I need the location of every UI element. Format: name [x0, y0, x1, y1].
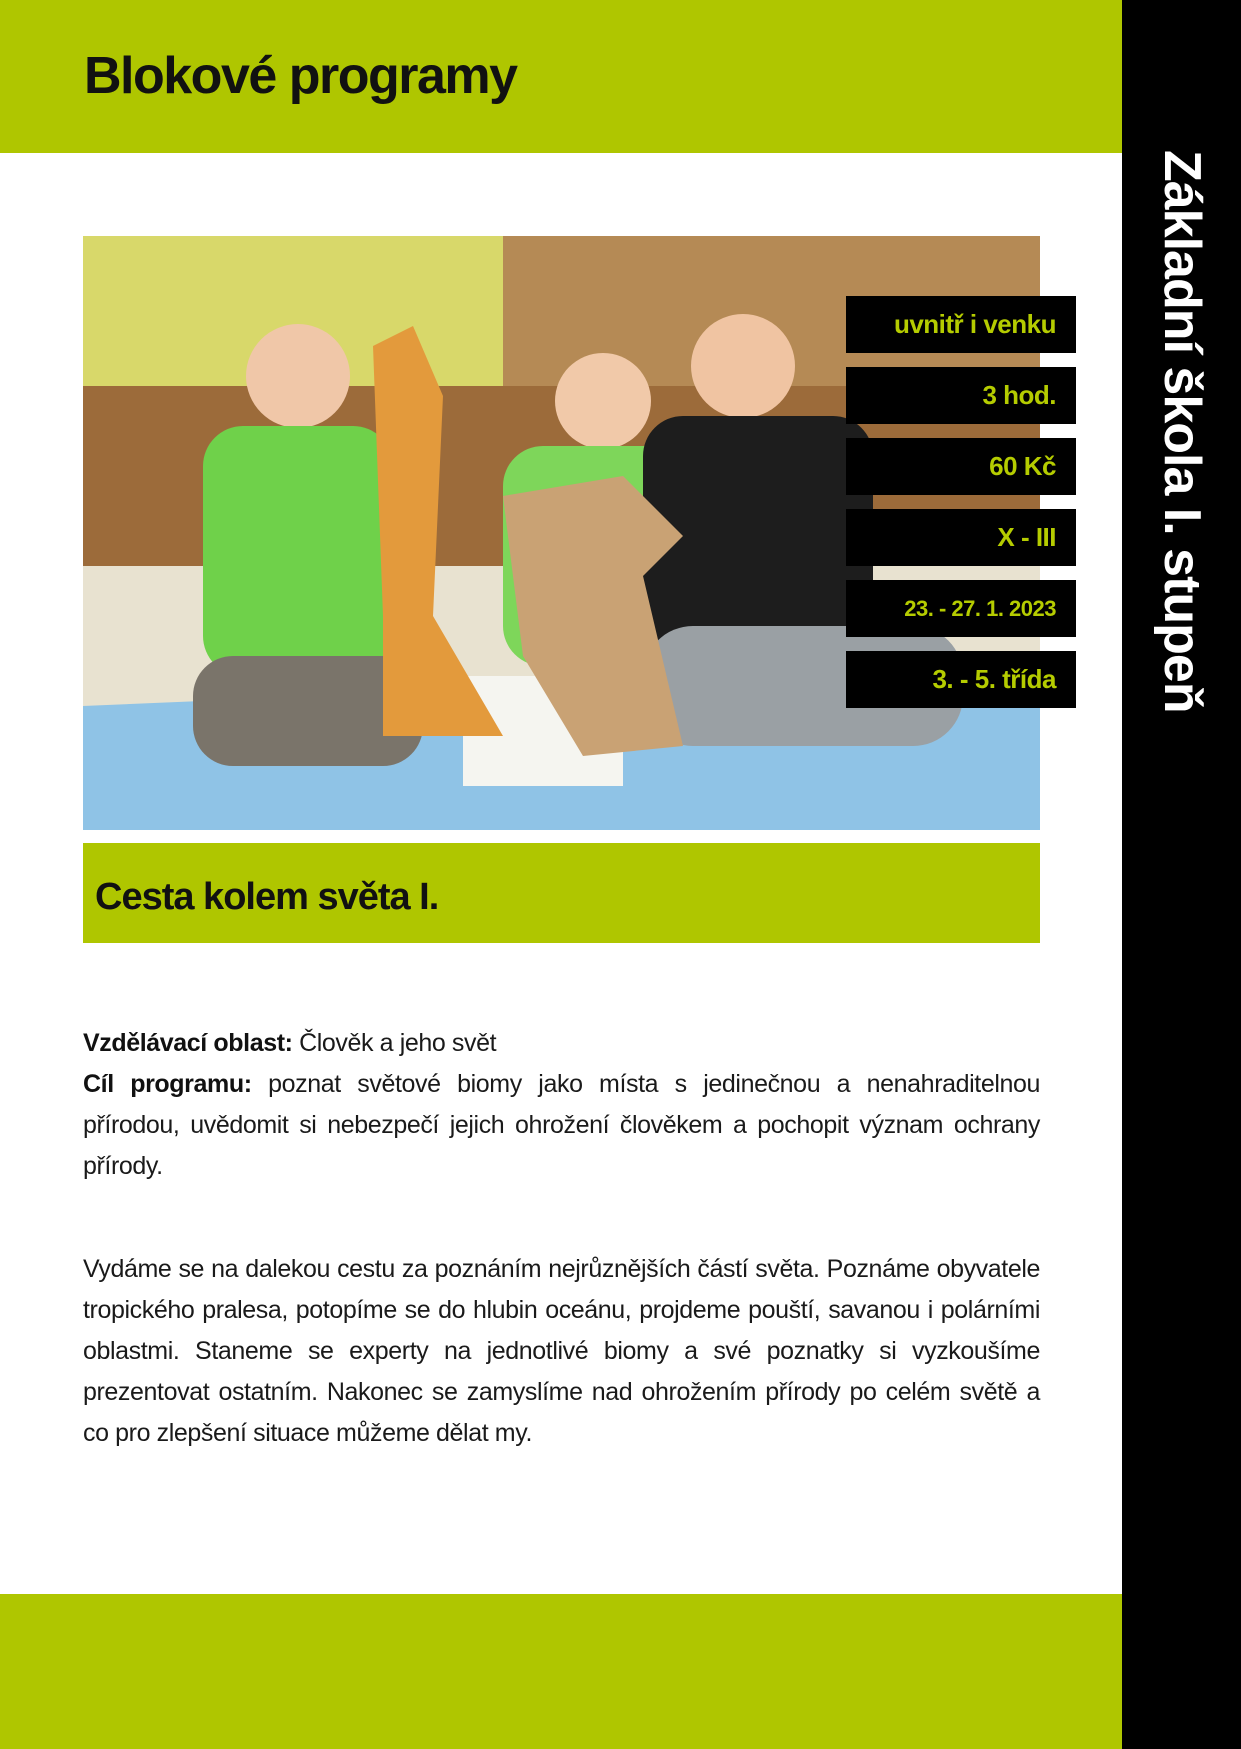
goal-label: Cíl programu:	[83, 1070, 252, 1098]
program-description: Vydáme se na dalekou cestu za poznáním nejrůznějších částí světa. Poznáme obyvatele tropického pralesa, potopíme se do hlubin oceánu, projdeme pouští, savanou i polárními oblastmi. Staneme se experty na jednotlivé biomy a své poznatky si vyzkoušíme prezentovat ostatním. Nakonec se zamyslíme nad ohrožením přírody po celém světě a co pro zlepšení situace můžeme dělat my.	[83, 1255, 1040, 1447]
program-title: Cesta kolem světa I.	[95, 876, 439, 918]
tag-months: X - III	[846, 509, 1076, 566]
tag-location: uvnitř i venku	[846, 296, 1076, 353]
goal-paragraph	[83, 1064, 1040, 1187]
footer-bar	[0, 1594, 1122, 1749]
area-line	[83, 1023, 1040, 1064]
tag-duration: 3 hod.	[846, 367, 1076, 424]
header-bar	[0, 0, 1122, 153]
goal-value: poznat světové biomy jako místa s jedinečnou a nenahraditelnou přírodou, uvědomit si nebezpečí jejich ohrožení člověkem a pochopit význam ochrany přírody.	[83, 1070, 1040, 1180]
program-details	[83, 1023, 1040, 1187]
area-label: Vzdělávací oblast:	[83, 1029, 293, 1057]
sidebar-label: Základní škola I. stupeň	[1153, 150, 1211, 713]
program-title-bar	[83, 843, 1040, 943]
tag-price: 60 Kč	[846, 438, 1076, 495]
tag-grade: 3. - 5. třída	[846, 651, 1076, 708]
tag-dates: 23. - 27. 1. 2023	[846, 580, 1076, 637]
page-title: Blokové programy	[84, 47, 517, 105]
area-value: Člověk a jeho svět	[299, 1029, 497, 1057]
